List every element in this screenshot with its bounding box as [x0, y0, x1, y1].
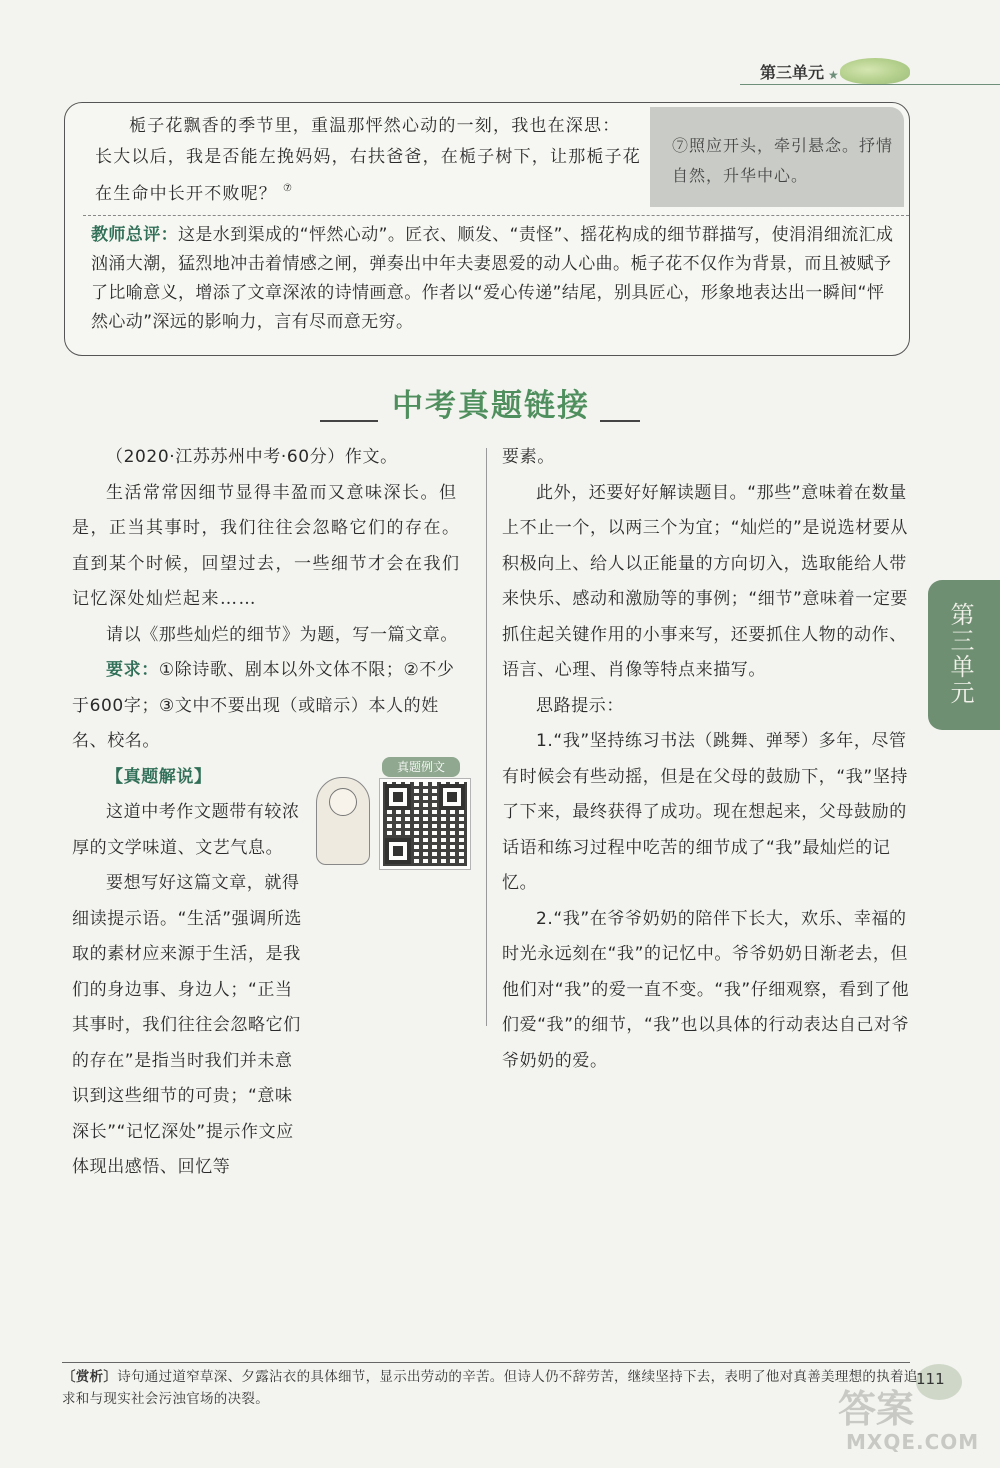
unit-label: 第三单元	[760, 63, 825, 82]
requirements-label: 要求：	[106, 660, 159, 680]
exam-requirements	[72, 653, 470, 760]
footer-text: 诗句通过道窄草深、夕露沾衣的具体细节，显示出劳动的辛苦。但诗人仍不辞劳苦，继续坚持下去，表明了他对真善美理想的执着追求和与现实社会污浊官场的决裂。	[62, 1369, 918, 1407]
footer-label: 〔赏析〕	[62, 1369, 118, 1385]
qr-code-icon[interactable]	[380, 779, 470, 869]
analysis-p2-wrapped	[72, 866, 310, 1186]
essay-line: 长大以后，我是否能左挽妈妈，右扶爸爸，在栀子树下，让那栀子花	[95, 147, 641, 167]
teacher-comment-text: 这是水到渠成的“怦然心动”。匠衣、顺发、“责怪”、摇花构成的细节群描写，使涓涓细流汇成汹涌大潮，猛烈地冲击着情感之闸，弹奏出中年夫妻恩爱的动人心曲。栀子花不仅作为背景，而且被赋予了比喻意义，增添了文章深浓的诗情画意。作者以“爱心传递”结尾，别具匠心，形象地表达出一瞬间“怦然心动”深远的影响力，言有尽而意无穷。	[91, 225, 894, 332]
leaf-decoration-icon	[840, 58, 910, 84]
margin-note	[650, 107, 904, 207]
exam-prompt: 生活常常因细节显得丰盈而又意味深长。但是，正当其事时，我们往往会忽略它们的存在。直到某个时候，回望过去，一些细节才会在我们记忆深处灿烂起来……	[72, 482, 461, 609]
essay-paragraph	[95, 111, 655, 210]
dashed-divider	[83, 215, 909, 216]
essay-excerpt-box	[64, 102, 910, 356]
qr-code-block[interactable]	[316, 757, 468, 869]
footnote-mark: ⑦	[283, 183, 294, 194]
footer-note	[62, 1366, 922, 1410]
right-paragraph-0: 要素。	[502, 447, 555, 467]
qr-title: 真题例文	[382, 757, 460, 777]
section-title	[320, 380, 620, 426]
qr-finder-icon	[439, 784, 465, 810]
star-icon: ★	[828, 68, 839, 82]
essay-line-text: 在生命中长开不败呢？	[95, 184, 277, 204]
requirements-text: ①除诗歌、剧本以外文体不限；②不少于600字；③文中不要出现（或暗示）本人的姓名、校名。	[72, 660, 455, 751]
right-column	[502, 440, 912, 1079]
exam-task: 请以《那些灿烂的细节》为题，写一篇文章。	[106, 624, 458, 645]
qr-finder-icon	[385, 784, 411, 810]
qr-finder-icon	[385, 838, 411, 864]
hint-2: 2.“我”在爷爷奶奶的陪伴下长大，欢乐、幸福的时光永远刻在“我”的记忆中。爷爷奶奶日渐老去，但他们对“我”的爱一直不变。“我”仔细观察，看到了他们爱“我”的细节，“我”也以具体的行动表达自己对爷爷奶奶的爱。	[502, 908, 910, 1071]
title-rule-left	[320, 420, 378, 422]
exam-source: （2020·江苏苏州中考·60分）作文。	[106, 447, 398, 467]
watermark-logo	[838, 1378, 988, 1458]
cartoon-student-icon	[316, 777, 370, 865]
section-title-text: 中考真题链接	[392, 388, 590, 424]
hint-heading: 思路提示：	[536, 695, 624, 716]
page-number-text: 111	[916, 1370, 945, 1388]
essay-line: 栀子花飘香的季节里，重温那怦然心动的一刻，我也在深思：	[129, 116, 621, 136]
unit-side-tab	[928, 580, 1000, 730]
unit-header	[740, 58, 1000, 90]
side-tab-label: 第三单元	[946, 602, 974, 706]
teacher-comment	[91, 221, 895, 337]
analysis-paragraph-2	[72, 866, 470, 1186]
watermark-line-2: MXQE.COM	[846, 1430, 980, 1454]
analysis-p2-text: 要想写好这篇文章，就得细读提示语。“生活”强调所选取的素材应来源于生活，是我们的身边事、身边人；“正当其事时，我们往往会忽略它们的存在”是指当时我们并未意识到这些细节的可贵；“意味深长”“记忆深处”提示作文应体现出感悟、回忆等	[72, 873, 303, 1177]
essay-line	[95, 173, 655, 210]
analysis-paragraph-1: 这道中考作文题带有较浓厚的文学味道、文艺气息。	[72, 802, 300, 858]
column-divider	[486, 448, 487, 1026]
analysis-label: 【真题解说】	[106, 766, 212, 787]
hint-1: 1.“我”坚持练习书法（跳舞、弹琴）多年，尽管有时候会有些动摇，但是在父母的鼓励下，“我”坚持了下来，最终获得了成功。现在想起来，父母鼓励的话语和练习过程中吃苦的细节成了“我”最灿烂的记忆。	[502, 731, 909, 893]
footer-rule	[62, 1362, 910, 1363]
header-rule	[740, 84, 1000, 85]
watermark-line-1: 答案	[838, 1387, 915, 1431]
right-paragraph-1: 此外，还要好好解读题目。“那些”意味着在数量上不止一个，以两三个为宜；“灿烂的”是说选材要从积极向上、给人以正能量的方向切入，选取能给人带来快乐、感动和激励等的事例；“细节”意味着一定要抓住起关键作用的小事来写，还要抓住人物的动作、语言、心理、肖像等特点来描写。	[502, 482, 909, 680]
title-rule-right	[600, 420, 640, 422]
margin-note-text: ⑦照应开头，牵引悬念。抒情自然，升华中心。	[672, 136, 894, 185]
teacher-comment-label: 教师总评：	[91, 225, 178, 245]
